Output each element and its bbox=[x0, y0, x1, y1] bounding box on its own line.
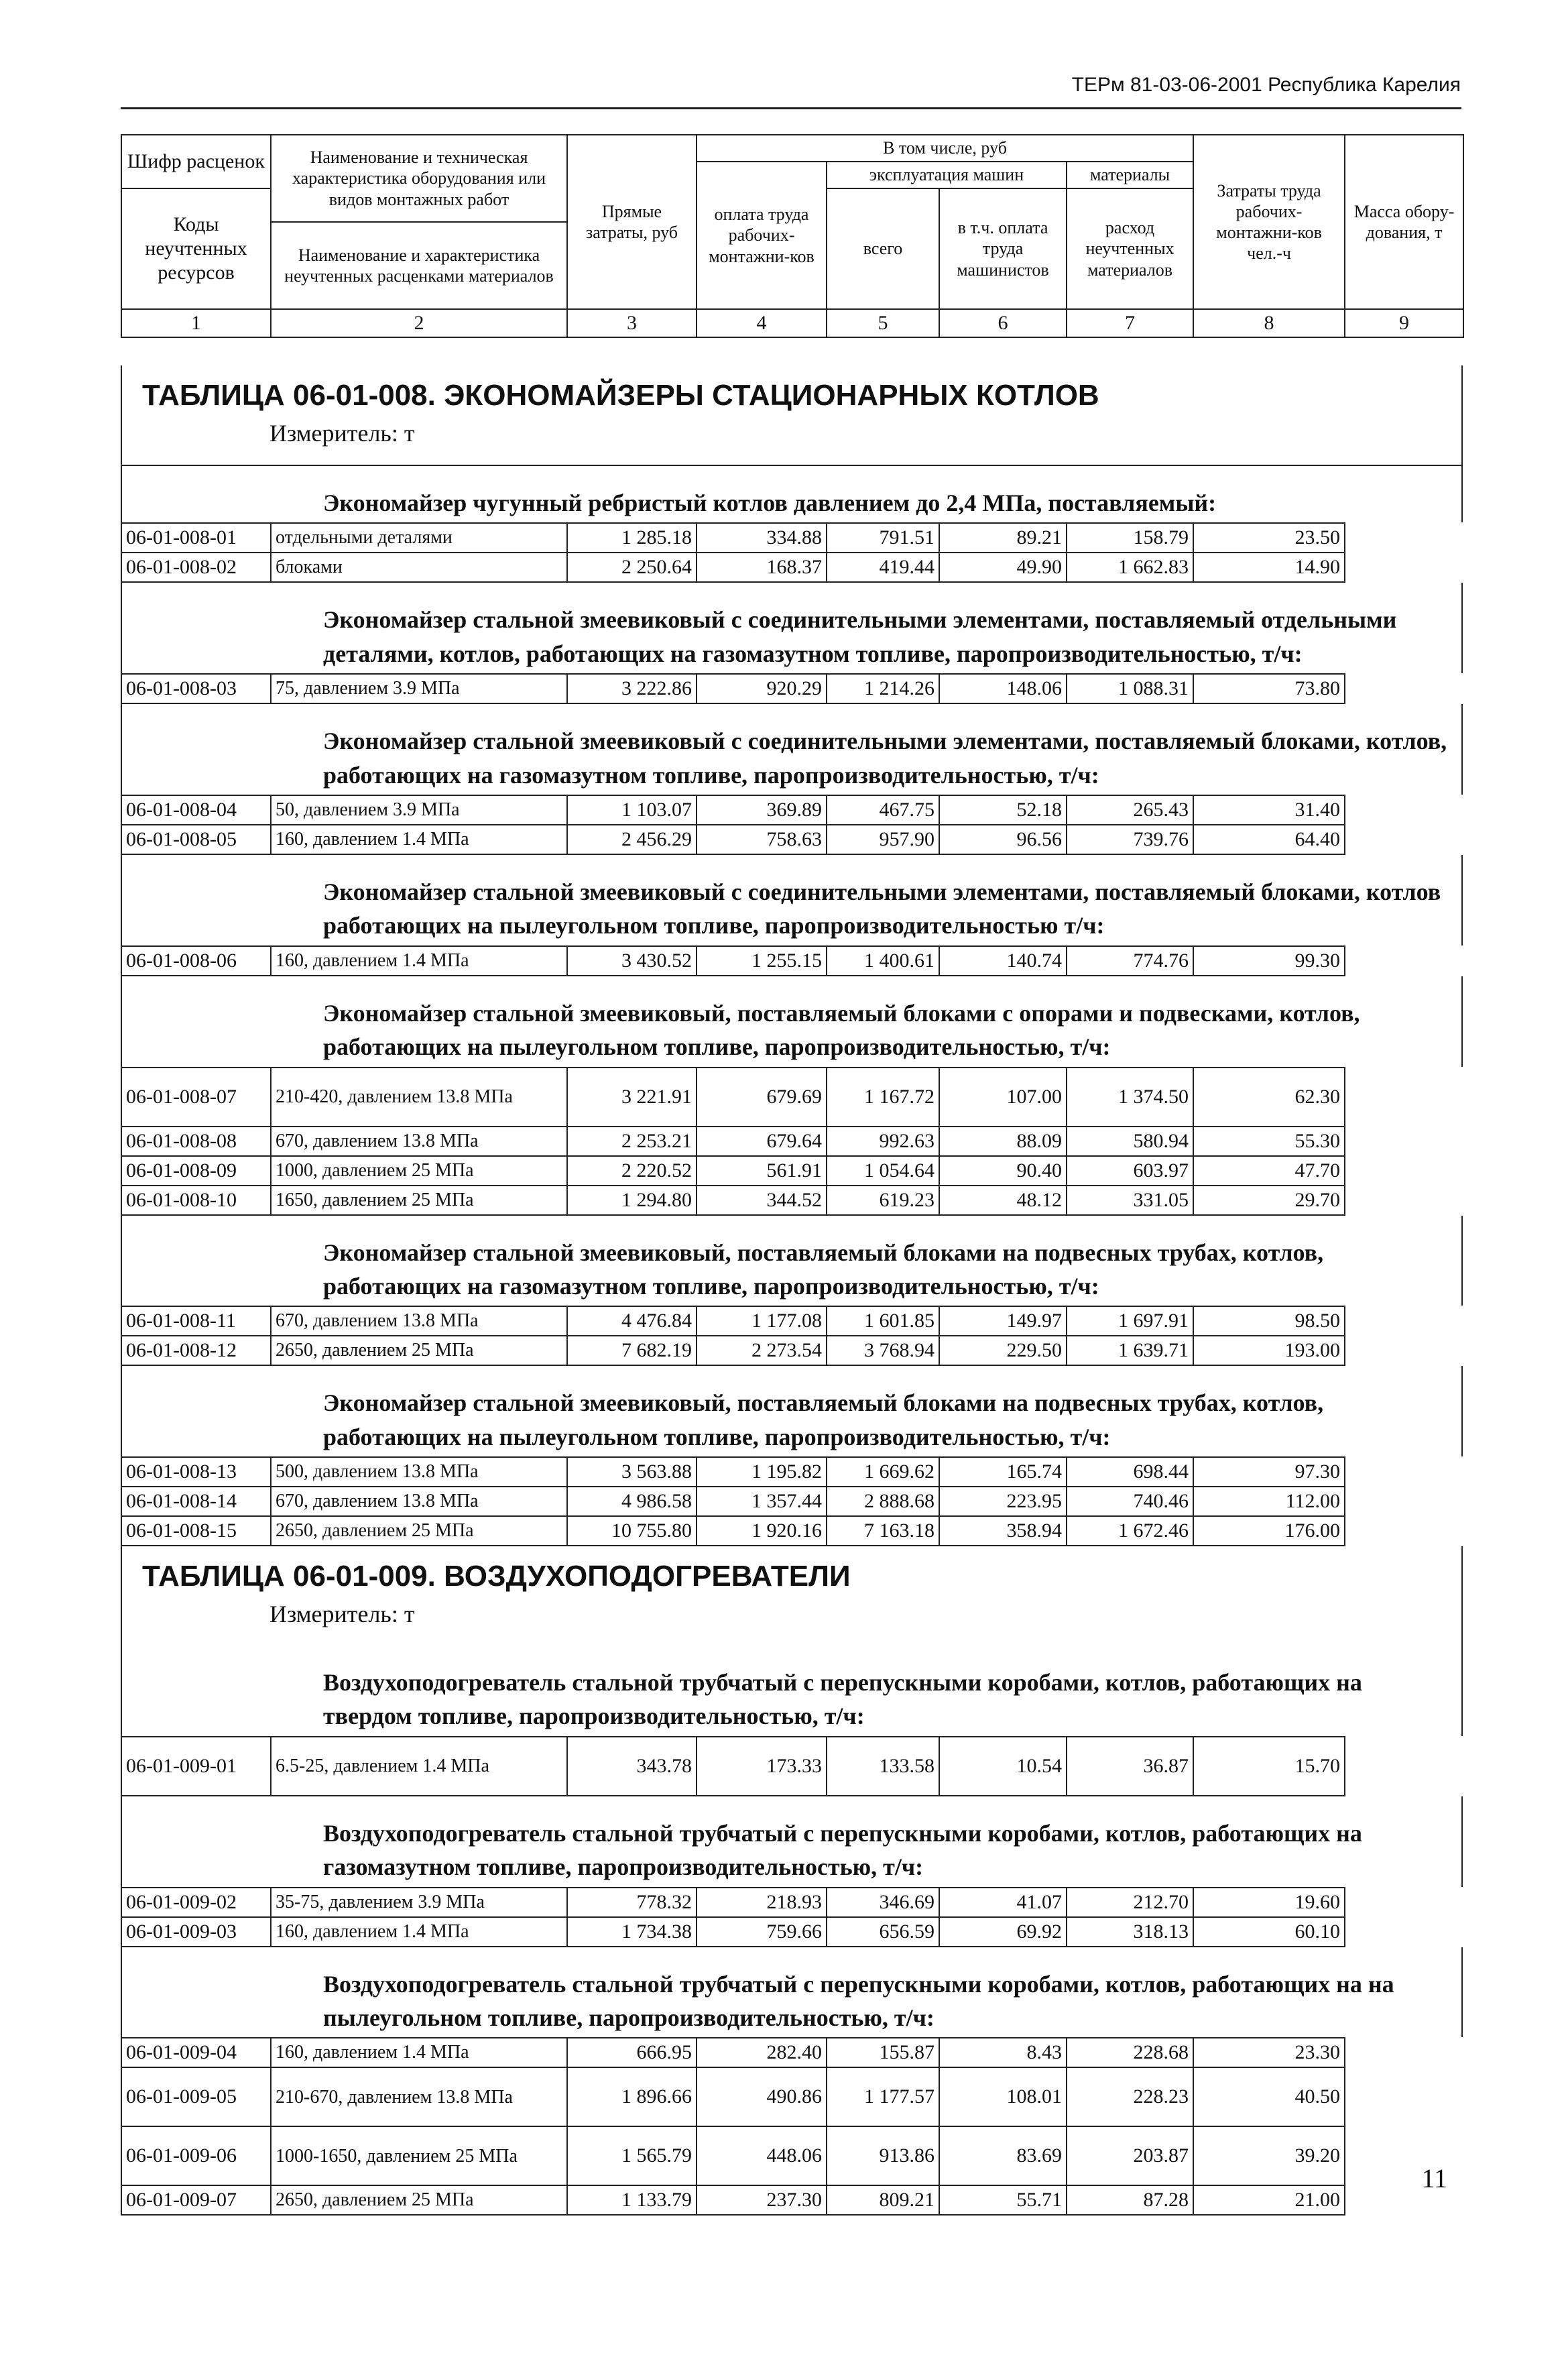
rate-value: 282.40 bbox=[697, 2038, 827, 2067]
table-title: ТАБЛИЦА 06-01-008. ЭКОНОМАЙЗЕРЫ СТАЦИОНАРНЫХ КОТЛОВ bbox=[142, 379, 1099, 412]
rate-value: 149.97 bbox=[939, 1306, 1067, 1336]
rates-table bbox=[121, 673, 1463, 704]
rate-value: 2 220.52 bbox=[567, 1156, 697, 1186]
group-heading: Экономайзер стальной змеевиковый, поставляемый блоками с опорами и подвесками, котлов, работающих на пылеугольном топливе, паропроизводительностью, т/ч: bbox=[121, 976, 1463, 1067]
rate-value: 1 662.83 bbox=[1067, 553, 1193, 582]
rate-value: 41.07 bbox=[939, 1888, 1067, 1917]
header-rule bbox=[121, 107, 1461, 109]
col-num: 5 bbox=[827, 309, 939, 337]
table-row bbox=[121, 1737, 1463, 1796]
rate-code: 06-01-008-04 bbox=[121, 795, 271, 825]
rate-description: 160, давлением 1.4 МПа bbox=[271, 2038, 567, 2067]
empty-cell bbox=[1345, 553, 1463, 582]
rate-value: 1 285.18 bbox=[567, 523, 697, 553]
table-row bbox=[121, 1156, 1463, 1186]
rate-value: 778.32 bbox=[567, 1888, 697, 1917]
rate-value: 2 888.68 bbox=[827, 1487, 939, 1516]
table-row bbox=[121, 1068, 1463, 1127]
rate-value: 4 986.58 bbox=[567, 1487, 697, 1516]
rate-code: 06-01-008-07 bbox=[121, 1068, 271, 1127]
group-heading: Воздухоподогреватель стальной трубчатый с перепускными коробами, котлов, работающих на газомазутном топливе, паропроизводительностью, т/ч: bbox=[121, 1796, 1463, 1887]
table-row bbox=[121, 795, 1463, 825]
rate-code: 06-01-008-15 bbox=[121, 1516, 271, 1546]
rate-code: 06-01-008-03 bbox=[121, 674, 271, 703]
col-num: 4 bbox=[697, 309, 827, 337]
empty-cell bbox=[1345, 825, 1463, 854]
rate-value: 1 357.44 bbox=[697, 1487, 827, 1516]
rate-value: 1 088.31 bbox=[1067, 674, 1193, 703]
rate-value: 148.06 bbox=[939, 674, 1067, 703]
rate-value: 1 896.66 bbox=[567, 2067, 697, 2126]
rate-value: 318.13 bbox=[1067, 1917, 1193, 1947]
rate-value: 4 476.84 bbox=[567, 1306, 697, 1336]
rate-value: 490.86 bbox=[697, 2067, 827, 2126]
empty-cell bbox=[1345, 1457, 1463, 1487]
rate-description: 160, давлением 1.4 МПа bbox=[271, 825, 567, 854]
table-title: ТАБЛИЦА 06-01-009. ВОЗДУХОПОДОГРЕВАТЕЛИ bbox=[142, 1560, 851, 1593]
table-row bbox=[121, 2126, 1463, 2185]
rates-table bbox=[121, 1887, 1463, 1947]
col-num: 7 bbox=[1067, 309, 1193, 337]
header-machines: эксплуатация машин bbox=[827, 162, 1067, 188]
rate-value: 203.87 bbox=[1067, 2126, 1193, 2185]
rate-value: 1 294.80 bbox=[567, 1186, 697, 1215]
empty-cell bbox=[1345, 1487, 1463, 1516]
rate-code: 06-01-008-01 bbox=[121, 523, 271, 553]
rate-value: 957.90 bbox=[827, 825, 939, 854]
rate-value: 10.54 bbox=[939, 1737, 1067, 1796]
rate-value: 7 682.19 bbox=[567, 1336, 697, 1365]
rate-value: 759.66 bbox=[697, 1917, 827, 1947]
empty-cell bbox=[1345, 1737, 1463, 1796]
rate-value: 133.58 bbox=[827, 1737, 939, 1796]
table-row bbox=[121, 1516, 1463, 1546]
table-row bbox=[121, 2038, 1463, 2067]
header-wage: оплата труда рабочих-монтажни-ков bbox=[697, 162, 827, 309]
rate-description: 210-670, давлением 13.8 МПа bbox=[271, 2067, 567, 2126]
empty-cell bbox=[1345, 795, 1463, 825]
rate-value: 2 273.54 bbox=[697, 1336, 827, 1365]
header-labor: Затраты труда рабочих-монтажни-ков чел.-ч bbox=[1193, 135, 1345, 309]
header-kody: Коды неучтенных ресурсов bbox=[121, 188, 271, 309]
rates-table bbox=[121, 522, 1463, 583]
rate-value: 21.00 bbox=[1193, 2185, 1345, 2215]
rate-code: 06-01-009-05 bbox=[121, 2067, 271, 2126]
rate-value: 3 221.91 bbox=[567, 1068, 697, 1127]
rate-value: 19.60 bbox=[1193, 1888, 1345, 1917]
rate-code: 06-01-008-10 bbox=[121, 1186, 271, 1215]
rates-table bbox=[121, 945, 1463, 976]
table-row bbox=[121, 1457, 1463, 1487]
header-total: всего bbox=[827, 188, 939, 309]
rate-value: 108.01 bbox=[939, 2067, 1067, 2126]
rate-code: 06-01-009-03 bbox=[121, 1917, 271, 1947]
rate-value: 31.40 bbox=[1193, 795, 1345, 825]
rate-code: 06-01-009-07 bbox=[121, 2185, 271, 2215]
rate-value: 228.68 bbox=[1067, 2038, 1193, 2067]
rate-code: 06-01-008-09 bbox=[121, 1156, 271, 1186]
group-heading: Экономайзер стальной змеевиковый с соединительными элементами, поставляемый блоками, котлов, работающих на газомазутном топливе, паропроизводительностью, т/ч: bbox=[121, 704, 1463, 795]
rate-value: 698.44 bbox=[1067, 1457, 1193, 1487]
rate-value: 3 768.94 bbox=[827, 1336, 939, 1365]
rate-description: 6.5-25, давлением 1.4 МПа bbox=[271, 1737, 567, 1796]
rate-value: 1 054.64 bbox=[827, 1156, 939, 1186]
rate-code: 06-01-008-06 bbox=[121, 946, 271, 976]
rate-description: 670, давлением 13.8 МПа bbox=[271, 1306, 567, 1336]
group-heading: Воздухоподогреватель стальной трубчатый с перепускными коробами, котлов, работающих на твердом топливе, паропроизводительностью, т/ч: bbox=[121, 1646, 1463, 1736]
rate-value: 419.44 bbox=[827, 553, 939, 582]
col-num: 9 bbox=[1345, 309, 1463, 337]
table-row bbox=[121, 523, 1463, 553]
empty-cell bbox=[1345, 946, 1463, 976]
table-row bbox=[121, 1888, 1463, 1917]
rate-value: 1 195.82 bbox=[697, 1457, 827, 1487]
rate-description: 1000, давлением 25 МПа bbox=[271, 1156, 567, 1186]
rate-value: 40.50 bbox=[1193, 2067, 1345, 2126]
rate-value: 603.97 bbox=[1067, 1156, 1193, 1186]
rate-description: 160, давлением 1.4 МПа bbox=[271, 1917, 567, 1947]
rate-value: 3 563.88 bbox=[567, 1457, 697, 1487]
rate-value: 1 920.16 bbox=[697, 1516, 827, 1546]
rate-value: 55.30 bbox=[1193, 1127, 1345, 1156]
rate-value: 346.69 bbox=[827, 1888, 939, 1917]
rate-value: 265.43 bbox=[1067, 795, 1193, 825]
rate-value: 1 167.72 bbox=[827, 1068, 939, 1127]
rate-value: 2 253.21 bbox=[567, 1127, 697, 1156]
empty-cell bbox=[1345, 1068, 1463, 1127]
header-mat-cost: расход неучтенных материалов bbox=[1067, 188, 1193, 309]
rate-value: 331.05 bbox=[1067, 1186, 1193, 1215]
rate-value: 155.87 bbox=[827, 2038, 939, 2067]
rate-value: 52.18 bbox=[939, 795, 1067, 825]
rate-value: 679.64 bbox=[697, 1127, 827, 1156]
header-direct: Прямые затраты, руб bbox=[567, 135, 697, 309]
empty-cell bbox=[1345, 1306, 1463, 1336]
running-header: ТЕРм 81-03-06-2001 Республика Карелия bbox=[1071, 74, 1461, 96]
rate-value: 1 103.07 bbox=[567, 795, 697, 825]
header-materials: материалы bbox=[1067, 162, 1193, 188]
rate-value: 47.70 bbox=[1193, 1156, 1345, 1186]
rate-code: 06-01-008-14 bbox=[121, 1487, 271, 1516]
rate-value: 193.00 bbox=[1193, 1336, 1345, 1365]
rate-description: 670, давлением 13.8 МПа bbox=[271, 1127, 567, 1156]
rate-value: 228.23 bbox=[1067, 2067, 1193, 2126]
table-row bbox=[121, 1127, 1463, 1156]
rate-code: 06-01-008-11 bbox=[121, 1306, 271, 1336]
norm-table-section bbox=[121, 365, 1463, 1546]
rate-description: 210-420, давлением 13.8 МПа bbox=[271, 1068, 567, 1127]
rate-value: 920.29 bbox=[697, 674, 827, 703]
rate-value: 467.75 bbox=[827, 795, 939, 825]
rate-code: 06-01-008-05 bbox=[121, 825, 271, 854]
rate-value: 15.70 bbox=[1193, 1737, 1345, 1796]
rate-value: 97.30 bbox=[1193, 1457, 1345, 1487]
rate-value: 112.00 bbox=[1193, 1487, 1345, 1516]
table-row bbox=[121, 674, 1463, 703]
rate-value: 60.10 bbox=[1193, 1917, 1345, 1947]
rate-value: 8.43 bbox=[939, 2038, 1067, 2067]
rate-value: 343.78 bbox=[567, 1737, 697, 1796]
rate-value: 87.28 bbox=[1067, 2185, 1193, 2215]
table-title-block bbox=[121, 1546, 1463, 1646]
rate-value: 913.86 bbox=[827, 2126, 939, 2185]
rate-description: 1650, давлением 25 МПа bbox=[271, 1186, 567, 1215]
table-row bbox=[121, 2185, 1463, 2215]
group-heading: Экономайзер чугунный ребристый котлов давлением до 2,4 МПа, поставляемый: bbox=[121, 466, 1463, 522]
header-name-top: Наименование и техническая характеристика оборудования или видов монтажных работ bbox=[271, 135, 567, 222]
rate-value: 69.92 bbox=[939, 1917, 1067, 1947]
rate-code: 06-01-009-01 bbox=[121, 1737, 271, 1796]
rate-value: 218.93 bbox=[697, 1888, 827, 1917]
rate-value: 3 430.52 bbox=[567, 946, 697, 976]
rate-value: 3 222.86 bbox=[567, 674, 697, 703]
rate-value: 88.09 bbox=[939, 1127, 1067, 1156]
rate-value: 176.00 bbox=[1193, 1516, 1345, 1546]
rate-value: 55.71 bbox=[939, 2185, 1067, 2215]
rate-value: 739.76 bbox=[1067, 825, 1193, 854]
rate-value: 448.06 bbox=[697, 2126, 827, 2185]
rate-value: 7 163.18 bbox=[827, 1516, 939, 1546]
rate-code: 06-01-008-08 bbox=[121, 1127, 271, 1156]
empty-cell bbox=[1345, 2038, 1463, 2067]
rate-value: 2 456.29 bbox=[567, 825, 697, 854]
rate-value: 1 639.71 bbox=[1067, 1336, 1193, 1365]
rate-value: 98.50 bbox=[1193, 1306, 1345, 1336]
rate-description: 50, давлением 3.9 МПа bbox=[271, 795, 567, 825]
empty-cell bbox=[1345, 1516, 1463, 1546]
table-row bbox=[121, 1186, 1463, 1215]
col-num: 8 bbox=[1193, 309, 1345, 337]
rate-description: 1000-1650, давлением 25 МПа bbox=[271, 2126, 567, 2185]
rate-value: 1 565.79 bbox=[567, 2126, 697, 2185]
table-row bbox=[121, 1487, 1463, 1516]
rates-table bbox=[121, 795, 1463, 855]
rate-value: 165.74 bbox=[939, 1457, 1067, 1487]
rate-value: 561.91 bbox=[697, 1156, 827, 1186]
rates-table bbox=[121, 1067, 1463, 1216]
rate-value: 158.79 bbox=[1067, 523, 1193, 553]
rate-description: отдельными деталями bbox=[271, 523, 567, 553]
header-incl-wage: в т.ч. оплата труда машинистов bbox=[939, 188, 1067, 309]
rate-value: 740.46 bbox=[1067, 1487, 1193, 1516]
rate-value: 1 133.79 bbox=[567, 2185, 697, 2215]
rate-value: 1 400.61 bbox=[827, 946, 939, 976]
rate-value: 1 374.50 bbox=[1067, 1068, 1193, 1127]
rate-value: 1 255.15 bbox=[697, 946, 827, 976]
group-heading: Экономайзер стальной змеевиковый с соединительными элементами, поставляемый отдельными деталями, котлов, работающих на газомазутном топливе, паропроизводительностью, т/ч: bbox=[121, 583, 1463, 673]
rate-description: 160, давлением 1.4 МПа bbox=[271, 946, 567, 976]
header-shifr: Шифр расценок bbox=[121, 135, 271, 188]
table-row bbox=[121, 825, 1463, 854]
rate-value: 48.12 bbox=[939, 1186, 1067, 1215]
rates-table bbox=[121, 2037, 1463, 2216]
rate-value: 774.76 bbox=[1067, 946, 1193, 976]
rate-value: 1 214.26 bbox=[827, 674, 939, 703]
rate-value: 358.94 bbox=[939, 1516, 1067, 1546]
rate-description: 2650, давлением 25 МПа bbox=[271, 1516, 567, 1546]
group-heading: Экономайзер стальной змеевиковый, поставляемый блоками на подвесных трубах, котлов, работающих на пылеугольном топливе, паропроизводительностью, т/ч: bbox=[121, 1366, 1463, 1456]
column-header-table bbox=[121, 134, 1464, 338]
header-name-bottom: Наименование и характеристика неучтенных расценками материалов bbox=[271, 222, 567, 309]
header-mass: Масса обору-дования, т bbox=[1345, 135, 1463, 309]
rate-value: 99.30 bbox=[1193, 946, 1345, 976]
rate-value: 369.89 bbox=[697, 795, 827, 825]
rate-value: 223.95 bbox=[939, 1487, 1067, 1516]
rate-value: 1 734.38 bbox=[567, 1917, 697, 1947]
empty-cell bbox=[1345, 523, 1463, 553]
measure-unit: Измеритель: т bbox=[269, 1601, 415, 1628]
rate-value: 791.51 bbox=[827, 523, 939, 553]
empty-cell bbox=[1345, 1127, 1463, 1156]
rate-code: 06-01-009-04 bbox=[121, 2038, 271, 2067]
rates-table bbox=[121, 1306, 1463, 1366]
rate-value: 212.70 bbox=[1067, 1888, 1193, 1917]
table-title-block bbox=[121, 365, 1463, 466]
rate-description: 2650, давлением 25 МПа bbox=[271, 2185, 567, 2215]
rate-value: 580.94 bbox=[1067, 1127, 1193, 1156]
rate-value: 229.50 bbox=[939, 1336, 1067, 1365]
page-number: 11 bbox=[1421, 2163, 1447, 2193]
rate-value: 334.88 bbox=[697, 523, 827, 553]
rate-value: 64.40 bbox=[1193, 825, 1345, 854]
rate-value: 1 177.08 bbox=[697, 1306, 827, 1336]
rate-value: 1 697.91 bbox=[1067, 1306, 1193, 1336]
rate-value: 10 755.80 bbox=[567, 1516, 697, 1546]
rate-value: 90.40 bbox=[939, 1156, 1067, 1186]
rate-value: 173.33 bbox=[697, 1737, 827, 1796]
measure-unit: Измеритель: т bbox=[269, 420, 415, 447]
rate-value: 1 669.62 bbox=[827, 1457, 939, 1487]
tables-body bbox=[121, 365, 1463, 2216]
rate-code: 06-01-009-02 bbox=[121, 1888, 271, 1917]
empty-cell bbox=[1345, 1156, 1463, 1186]
rate-value: 666.95 bbox=[567, 2038, 697, 2067]
rate-value: 809.21 bbox=[827, 2185, 939, 2215]
rate-value: 679.69 bbox=[697, 1068, 827, 1127]
rate-code: 06-01-008-02 bbox=[121, 553, 271, 582]
rate-value: 140.74 bbox=[939, 946, 1067, 976]
empty-cell bbox=[1345, 2067, 1463, 2126]
rate-description: 500, давлением 13.8 МПа bbox=[271, 1457, 567, 1487]
rate-value: 36.87 bbox=[1067, 1737, 1193, 1796]
rate-value: 39.20 bbox=[1193, 2126, 1345, 2185]
rate-value: 1 672.46 bbox=[1067, 1516, 1193, 1546]
rate-value: 344.52 bbox=[697, 1186, 827, 1215]
rate-value: 83.69 bbox=[939, 2126, 1067, 2185]
table-row bbox=[121, 2067, 1463, 2126]
col-num: 6 bbox=[939, 309, 1067, 337]
table-row bbox=[121, 553, 1463, 582]
rate-value: 1 177.57 bbox=[827, 2067, 939, 2126]
table-row bbox=[121, 946, 1463, 976]
rate-value: 73.80 bbox=[1193, 674, 1345, 703]
rate-value: 89.21 bbox=[939, 523, 1067, 553]
empty-cell bbox=[1345, 1888, 1463, 1917]
rate-value: 23.30 bbox=[1193, 2038, 1345, 2067]
rate-value: 237.30 bbox=[697, 2185, 827, 2215]
rates-table bbox=[121, 1456, 1463, 1546]
empty-cell bbox=[1345, 1917, 1463, 1947]
col-num: 2 bbox=[271, 309, 567, 337]
empty-cell bbox=[1345, 674, 1463, 703]
group-heading: Воздухоподогреватель стальной трубчатый с перепускными коробами, котлов, работающих на на пылеугольном топливе, паропроизводительностью, т/ч: bbox=[121, 1947, 1463, 2038]
table-row bbox=[121, 1336, 1463, 1365]
rate-value: 49.90 bbox=[939, 553, 1067, 582]
empty-cell bbox=[1345, 1336, 1463, 1365]
rate-description: 35-75, давлением 3.9 МПа bbox=[271, 1888, 567, 1917]
rate-value: 2 250.64 bbox=[567, 553, 697, 582]
rate-value: 23.50 bbox=[1193, 523, 1345, 553]
col-num: 1 bbox=[121, 309, 271, 337]
rates-table bbox=[121, 1736, 1463, 1796]
table-row bbox=[121, 1306, 1463, 1336]
rate-value: 656.59 bbox=[827, 1917, 939, 1947]
rate-code: 06-01-008-12 bbox=[121, 1336, 271, 1365]
rate-value: 107.00 bbox=[939, 1068, 1067, 1127]
group-heading: Экономайзер стальной змеевиковый с соединительными элементами, поставляемый блоками, котлов работающих на пылеугольном топливе, паропроизводительностью т/ч: bbox=[121, 855, 1463, 945]
rate-code: 06-01-008-13 bbox=[121, 1457, 271, 1487]
rate-code: 06-01-009-06 bbox=[121, 2126, 271, 2185]
rate-value: 1 601.85 bbox=[827, 1306, 939, 1336]
group-heading: Экономайзер стальной змеевиковый, поставляемый блоками на подвесных трубах, котлов, работающих на газомазутном топливе, паропроизводительностью, т/ч: bbox=[121, 1216, 1463, 1306]
header-incl: В том числе, руб bbox=[697, 135, 1193, 162]
table-row bbox=[121, 1917, 1463, 1947]
rate-description: блоками bbox=[271, 553, 567, 582]
rate-description: 75, давлением 3.9 МПа bbox=[271, 674, 567, 703]
rate-value: 96.56 bbox=[939, 825, 1067, 854]
empty-cell bbox=[1345, 1186, 1463, 1215]
rate-value: 62.30 bbox=[1193, 1068, 1345, 1127]
rate-value: 168.37 bbox=[697, 553, 827, 582]
rate-value: 29.70 bbox=[1193, 1186, 1345, 1215]
rate-description: 2650, давлением 25 МПа bbox=[271, 1336, 567, 1365]
rate-value: 14.90 bbox=[1193, 553, 1345, 582]
col-num: 3 bbox=[567, 309, 697, 337]
rate-value: 758.63 bbox=[697, 825, 827, 854]
rate-value: 619.23 bbox=[827, 1186, 939, 1215]
norm-table-section bbox=[121, 1546, 1463, 2216]
rate-value: 992.63 bbox=[827, 1127, 939, 1156]
rate-description: 670, давлением 13.8 МПа bbox=[271, 1487, 567, 1516]
